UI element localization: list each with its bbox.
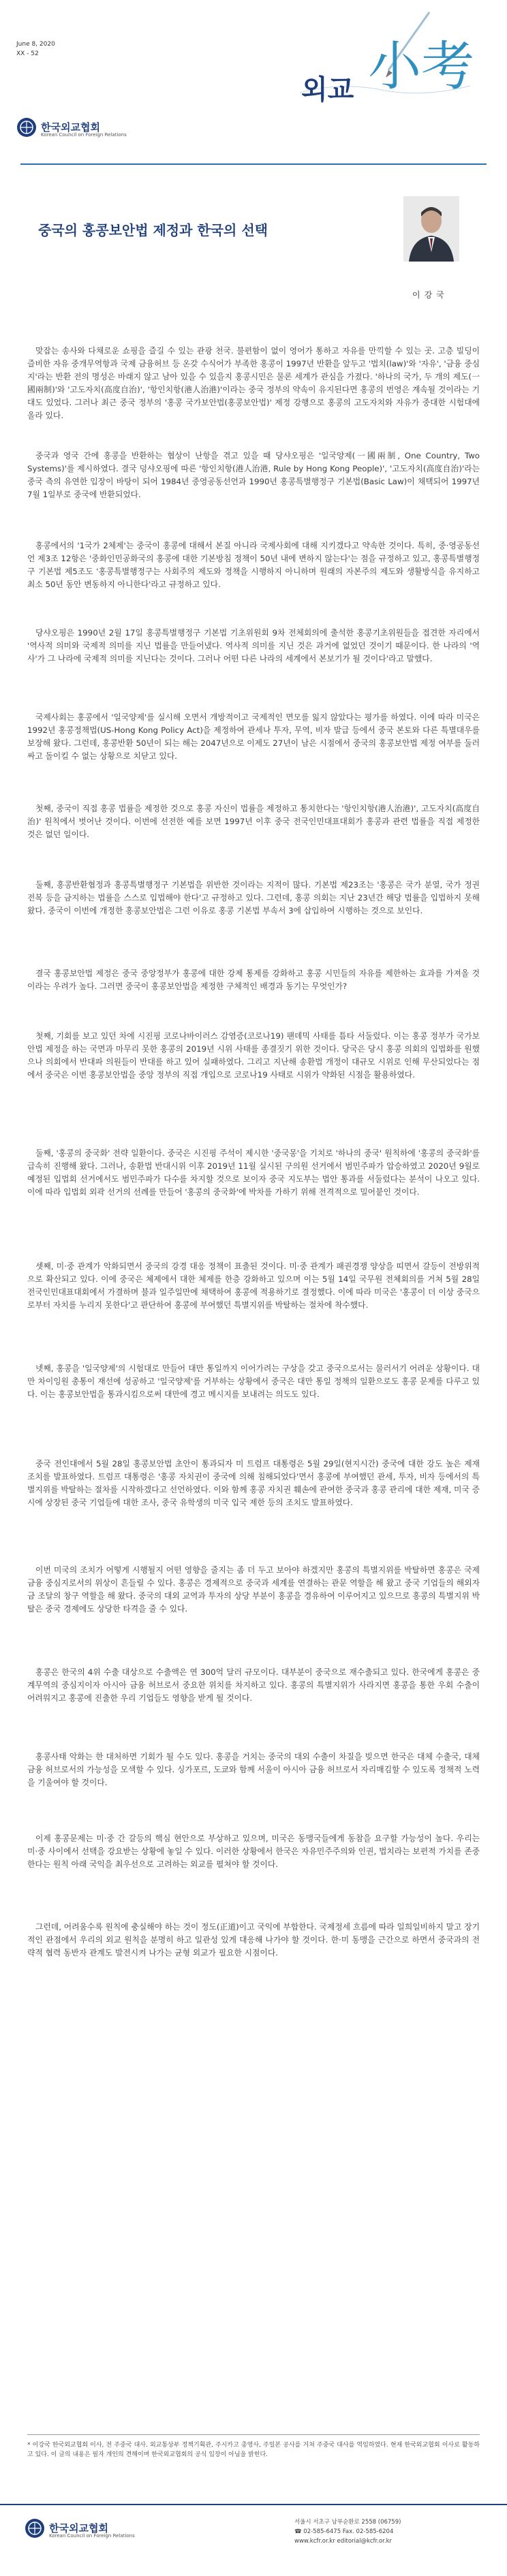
paragraph-8: 결국 홍콩보안법 제정은 중국 중앙정부가 홍콩에 대한 강제 통제를 강화하고 홍콩 시민들의 자유를 제한하는 효과를 가져올 것이라는 우려가 높다. 그러면 중국이 홍콩보안법을 제정한 구체적인 배경과 동기는 무엇인가? <box>27 969 480 991</box>
paragraph-11: 셋째, 미·중 관계가 악화되면서 중국의 강경 대응 정책이 표출된 것이다. 미·중 관계가 패권경쟁 양상을 띠면서 갈등이 전방위적으로 확산되고 있다. 이에 중국은 체제에서 대한 체제를 한층 강화하고 있으며 이는 5월 14일 국무원 전체회의를 거쳐 5월 28일 전국인민대표대회에서 가결하며 불과 일주일만에 채택하여 홍콩에 적용하기로 결정했다. 이에 따라 미국은 '홍콩이 더 이상 중국으로부터 자치를 누리지 못한다'고 판단하여 홍콩에 부여했던 특별지위를 박탈하는 절차에 착수했다. <box>27 1261 480 1310</box>
footer-logo-icon <box>25 2518 45 2539</box>
footer-web[interactable]: www.kcfr.or.kr editorial@kcfr.or.kr <box>294 2538 393 2545</box>
logo-name-ko: 한국외교협회 <box>41 121 100 133</box>
paragraph-9: 첫째, 기회를 보고 있던 차에 시진핑 코로나바이러스 감염증(코로나19) 팬데믹 사태를 틈타 서둘렀다. 이는 홍콩 정부가 국가보안법 제정을 하는 국면과 마무리 못한 홍콩의 2019년 시위 사태를 종결짓기 위한 것이다. 당국은 당시 홍콩 의회의 입법화를 원했으나 의회에서 반대파 의원들이 반대를 하고 있어 실패하였다. 그리고 지난해 송환법 개정이 대규모 시위로 인해 무산되었다는 점에서 중국은 이번 홍콩보안법을 중앙 정부의 직접 개입으로 코로나19 사태로 시위가 약화된 시점을 활용하였다. <box>27 1031 480 1080</box>
paragraph-14: 이번 미국의 조치가 어떻게 시행될지 어떤 영향을 줄지는 좀 더 두고 보아야 하겠지만 홍콩의 특별지위를 박탈하면 홍콩은 국제금융 중심지로서의 위상이 흔들릴 수 있다. 홍콩은 경제적으로 중국과 세계를 연결하는 관문 역할을 해 왔고 중국 기업들의 해외자금 조달의 창구 역할을 해 왔다. 중국의 대외 교역과 투자의 상당 부분이 홍콩을 경유하여 이루어지고 있으므로 홍콩의 특별지위 박탈은 중국 경제에도 상당한 타격을 줄 수 있다. <box>27 1565 480 1614</box>
author-portrait <box>403 196 459 262</box>
author-name: 이강국 <box>412 290 448 300</box>
paragraph-18: 그런데, 어려움수록 원칙에 충실해야 하는 것이 정도(正道)이고 국익에 부합한다. 국제정세 흐름에 따라 일희일비하지 말고 장기적인 관점에서 우리의 외교 원칙을 분명히 하고 일관성 있게 대응해 나가야 할 것이다. 한·미 동맹을 근간으로 하면서 중국과의 전략적 협력 동반자 관계도 발전시켜 나가는 균형 외교가 필요한 시점이다. <box>27 1922 480 1958</box>
paragraph-17: 이제 홍콩문제는 미·중 간 갈등의 핵심 현안으로 부상하고 있으며, 미국은 동맹국들에게 동참을 요구할 가능성이 높다. 우리는 미·중 사이에서 선택을 강요받는 상황에 놓일 수 있다. 이러한 상황에서 한국은 자유민주주의와 인권, 법치라는 보편적 가치를 존중한다는 원칙 아래 국익을 최우선으로 고려하는 외교를 펼쳐야 할 것이다. <box>27 1834 480 1869</box>
footer-logo-name-en: Korean Council on Foreign Relations <box>49 2533 135 2539</box>
column-label-small: 외교 <box>301 74 354 106</box>
paragraph-6: 첫째, 중국이 직접 홍콩 법률을 제정한 것으로 홍콩 자신이 법률을 제정하고 통치한다는 '항인치항(港人治港)', 고도자치(高度自治)' 원칙에서 벗어난 것이다. 이번에 선전한 예를 보면 1997년 이후 중국 전국인민대표대회가 홍콩과 관련 법률을 직접 제정한 것은 없던 일이다. <box>27 804 480 839</box>
logo-name-en: Korean Council on Foreign Relations <box>41 132 127 138</box>
footer-logo-name-ko: 한국외교협회 <box>49 2522 108 2534</box>
column-label-big: 小考 <box>368 36 475 97</box>
paragraph-5: 국제사회는 홍콩에서 '일국양제'를 실시해 오면서 개방적이고 국제적인 면모를 잃지 않았다는 평가를 하였다. 이에 따라 미국은 1992년 홍콩정책법(US-Hong Kong Policy Act)을 제정하여 관세나 투자, 무역, 비자 발급 등에서 중국 본토와 다른 특별대우를 보장해 왔다. 그런데, 홍콩반환 50년이 되는 해는 2047년으로 이제도 27년이 남은 시점에서 중국의 홍콩보안법 제정 여부를 둘러싸고 돌이킬 수 없는 상황으로 치닫고 있다. <box>27 712 480 761</box>
issue-date: June 8, 2020 <box>16 41 55 48</box>
footer-divider <box>0 2504 507 2505</box>
footnote-divider <box>27 2434 480 2435</box>
kcfr-logo-icon <box>16 117 37 138</box>
paragraph-1: 맞잡는 송사와 다채로운 쇼핑을 즐길 수 있는 관광 천국. 불편함이 없이 영어가 통하고 자유를 만끽할 수 있는 곳. 고층 빌딩이 즐비한 자유 중개무역항과 국제 금융허브 등 온갖 수식어가 부족한 홍콩이 1997년 반환을 앞두고 '법치(law)'와 '자유', '금융 중심지'라는 반환 전의 명성은 바래지 않고 남아 있을 수 있을지 홍콩시민은 물론 세계가 관심을 가졌다. '하나의 국가, 두 개의 제도(一國兩制)'와 '고도자치(高度自治)', '항인치항(港人治港)'이라는 중국 정부의 약속이 유지된다면 홍콩의 번영은 계속될 것이라는 기대도 있었다. 그러나 최근 중국 정부의 '홍콩 국가보안법(홍콩보안법)' 제정 강행으로 홍콩의 고도자치와 자유가 중대한 시험대에 올라 있다. <box>27 346 480 420</box>
paragraph-13: 중국 전인대에서 5월 28일 홍콩보안법 초안이 통과되자 미 트럼프 대통령은 5월 29일(현지시간) 중국에 대한 강도 높은 제재 조치를 발표하였다. 트럼프 대통령은 '홍콩 자치권이 중국에 의해 침해되었다'면서 홍콩에 부여했던 관세, 투자, 비자 등에서의 특별지위를 박탈하는 절차를 시작하겠다고 선언하였다. 이와 함께 홍콩 자치권 훼손에 관여한 중국과 홍콩 관리에 대한 제재, 미국 증시에 상장된 중국 기업들에 대한 조사, 중국 유학생의 미국 입국 제한 등의 조치도 발표하였다. <box>27 1459 480 1507</box>
header-divider <box>20 163 487 165</box>
paragraph-15: 홍콩은 한국의 4위 수출 대상으로 수출액은 연 300억 달러 규모이다. 대부분이 중국으로 재수출되고 있다. 한국에게 홍콩은 중계무역의 중심지이자 아시아 금융 허브로서 중요한 위치를 차지하고 있다. 홍콩의 특별지위가 사라지면 홍콩을 통한 우회 수출이 어려워지고 홍콩에 진출한 우리 기업들도 영향을 받게 될 것이다. <box>27 1667 480 1703</box>
paragraph-2: 중국과 영국 간에 홍콩을 반환하는 협상이 난항을 겪고 있을 때 당샤오핑은 '일국양제(一國兩制, One Country, Two Systems)'를 제시하였다. 결국 덩샤오핑에 따른 '항인치항(港人治港, Rule by Hong Kong People)', '고도자치(高度自治)'라는 중국 측의 유연한 입장이 바탕이 되어 1984년 중영공동선언과 1990년 홍콩특별행정구 기본법(Basic Law)이 채택되어 1997년 7월 1일부로 중국에 반환되었다. <box>27 451 480 499</box>
paragraph-3: 홍콩에서의 '1국가 2체제'는 중국이 홍콩에 대해서 본질 아니라 국제사회에 대해 지키겠다고 약속한 것이다. 특히, 중·영공동선언 제3조 12항은 '중화인민공화국의 홍콩에 대한 기본방침 정책이 50년 내에 변하지 않는다'는 점을 규정하고 있고, 홍콩특별행정구 기본법 제5조도 '홍콩특별행정구는 사회주의 제도와 정책을 시행하지 아니하며 원래의 자본주의 제도와 생활방식을 유지하고 최소 50년 동안 변동하지 아니한다'라고 규정하고 있다. <box>27 541 480 589</box>
paragraph-10: 둘째, '홍콩의 중국화' 전략 일환이다. 중국은 시진핑 주석이 제시한 '중국몽'을 기치로 '하나의 중국' 원칙하에 '홍콩의 중국화'를 급속히 진행해 왔다. 그러나, 송환법 반대시위 이후 2019년 11월 실시된 구의원 선거에서 범민주파가 압승하였고 2020년 9월로 예정된 입법회 선거에서도 범민주파가 다수를 차지할 것으로 보이자 중국 지도부는 법안 통과를 서둘렀다는 분석이 나오고 있다. 이에 따라 입법회 외곽 선거의 선례를 만들어 '홍콩의 중국화'에 박차를 가하기 위해 전격적으로 밀어붙인 것이다. <box>27 1148 480 1197</box>
paragraph-7: 둘째, 홍콩반환협정과 홍콩특별행정구 기본법을 위반한 것이라는 지적이 많다. 기본법 제23조는 '홍콩은 국가 분열, 국가 정권 전복 등을 금지하는 법률을 스스로 입법해야 한다'고 규정하고 있다. 그런데, 홍콩 의회는 지난 23년간 해당 법률을 입법하지 못해 왔다. 중국이 이번에 개정한 홍콩보안법은 그런 이유로 홍콩 기본법 부속서 3에 삽입하여 시행하는 것으로 보인다. <box>27 880 480 915</box>
issue-number: XX - 52 <box>16 50 39 57</box>
paragraph-16: 홍콩사태 악화는 한 대처하면 기회가 될 수도 있다. 홍콩을 거치는 중국의 대외 수출이 차질을 빚으면 한국은 대체 수출국, 대체 금융 허브로서의 가능성을 모색할 수 있다. 싱가포르, 도쿄와 함께 서울이 아시아 금융 허브로서 자리매김할 수 있도록 정책적 노력을 기울여야 할 것이다. <box>27 1752 480 1787</box>
footnote: * 이강국 한국외교협회 이사, 전 주중국 대사. 외교통상부 정책기획관, 주시카고 총영사, 주일본 공사를 거쳐 주중국 대사를 역임하였다. 현재 한국외교협회 이사로 활동하고 있다. 이 글의 내용은 필자 개인의 견해이며 한국외교협회의 공식 입장이 아님을 밝힌다. <box>27 2442 480 2458</box>
paragraph-12: 넷째, 홍콩을 '일국양제'의 시험대로 만들어 대만 통일까지 이어가려는 구상을 갖고 중국으로서는 물러서기 어려운 상황이다. 대만 차이잉원 총통이 재선에 성공하고 '일국양제'를 거부하는 상황에서 중국은 대만 통일 정책의 일환으로도 홍콩 문제를 다루고 있다. 이는 홍콩보안법을 통과시킴으로써 대만에 경고 메시지를 보내려는 의도도 있다. <box>27 1364 480 1399</box>
footer-address: 서울시 서초구 남부순환로 2558 (06759) <box>294 2519 401 2526</box>
paragraph-4: 당샤오핑은 1990년 2월 17일 홍콩특별행정구 기본법 기초위원회 9차 전체회의에 출석한 홍콩기초위원들을 접견한 자리에서 '역사적 의미와 국제적 의미를 지닌 법률을 만들어냈다. 역사적 의미를 지닌 것은 과거에 없었던 것이기 때문이다. 한 나라의 '역사'가 그 나라에 국제적 의미를 지닌다는 것이다. 그러나 어떤 다른 나라의 세계에서 본보기가 될 것이다'라고 말했다. <box>27 628 480 663</box>
article-title: 중국의 홍콩보안법 제정과 한국의 선택 <box>38 222 268 238</box>
footer-phone: ☎ 02-585-6475 Fax. 02-585-6204 <box>294 2528 394 2535</box>
